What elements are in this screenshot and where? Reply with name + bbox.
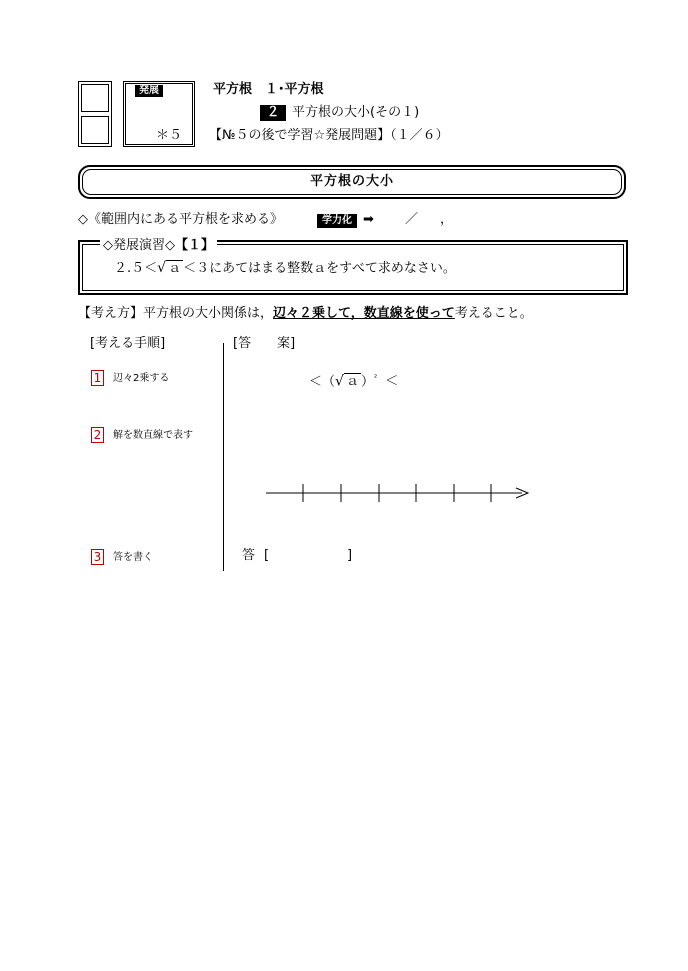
date-slash: ／ — [405, 212, 419, 227]
column-divider — [223, 343, 224, 571]
sqrt-icon: √ — [157, 260, 167, 276]
step-1-label: 辺々2乗する — [113, 373, 170, 384]
title-banner — [78, 165, 626, 199]
header-side-box — [78, 81, 112, 147]
formula-paren-close: ） — [360, 374, 374, 390]
formula-lt-2: ＜ — [385, 374, 399, 390]
study-note: 【№５の後で学習☆発展問題】（１／６） — [209, 128, 449, 143]
arrow-icon: ➡ — [363, 212, 374, 227]
step-1-number: 1 — [91, 370, 104, 386]
approach-emphasis: 辺々２乗して，数直線を使って — [273, 306, 455, 321]
problem-prefix: ２.５＜ — [114, 261, 158, 276]
number-line — [262, 480, 537, 506]
title-text: 平方根の大小 — [309, 174, 394, 189]
final-answer-label: 答 — [242, 548, 256, 563]
date-comma: ， — [440, 212, 454, 227]
formula-exponent: ² — [373, 373, 378, 382]
unit-line: 平方根 １･平方根 — [213, 82, 324, 97]
step-3-number: 3 — [91, 549, 104, 565]
approach-prefix: 【考え方】平方根の大小関係は， — [78, 306, 274, 321]
lesson-number: ２ — [260, 105, 286, 121]
exercise-number: 【１】 — [175, 238, 215, 253]
problem-sqrt-var: ａ — [168, 261, 182, 276]
final-answer-field[interactable] — [274, 547, 344, 565]
squared-formula — [309, 370, 398, 390]
approach-suffix: 考えること。 — [454, 306, 533, 321]
hatten-badge: 発展 — [135, 85, 163, 97]
problem-suffix: ＜３にあてはまる整数ａをすべて求めなさい。 — [183, 261, 456, 276]
step-2-number: 2 — [91, 427, 104, 443]
final-answer-close: ] — [347, 548, 353, 563]
answer-header: [答 案] — [233, 336, 296, 351]
approach-line — [78, 306, 533, 322]
step-2-label: 解を数直線で表す — [113, 430, 193, 441]
exercise-label: ◇発展演習◇ — [103, 238, 175, 253]
final-answer-open: [ — [264, 548, 270, 563]
formula-paren-open: （ — [322, 374, 336, 390]
formula-lt-1: ＜ — [309, 374, 323, 390]
exercise-label-group — [100, 234, 217, 254]
gakuryoku-badge: 学力化 — [317, 214, 357, 228]
section-heading: ◇《範囲内にある平方根を求める》 — [78, 212, 283, 227]
step-3-label: 答を書く — [113, 552, 153, 563]
formula-sqrt-var: ａ — [345, 374, 359, 390]
exercise-problem — [114, 260, 456, 277]
steps-header: [考える手順] — [90, 336, 166, 351]
formula-sqrt-icon: √ — [335, 373, 344, 390]
star-number: ＊５ — [156, 128, 183, 143]
lesson-title: 平方根の大小(その１) — [292, 105, 420, 120]
header-badge-box — [123, 81, 195, 147]
